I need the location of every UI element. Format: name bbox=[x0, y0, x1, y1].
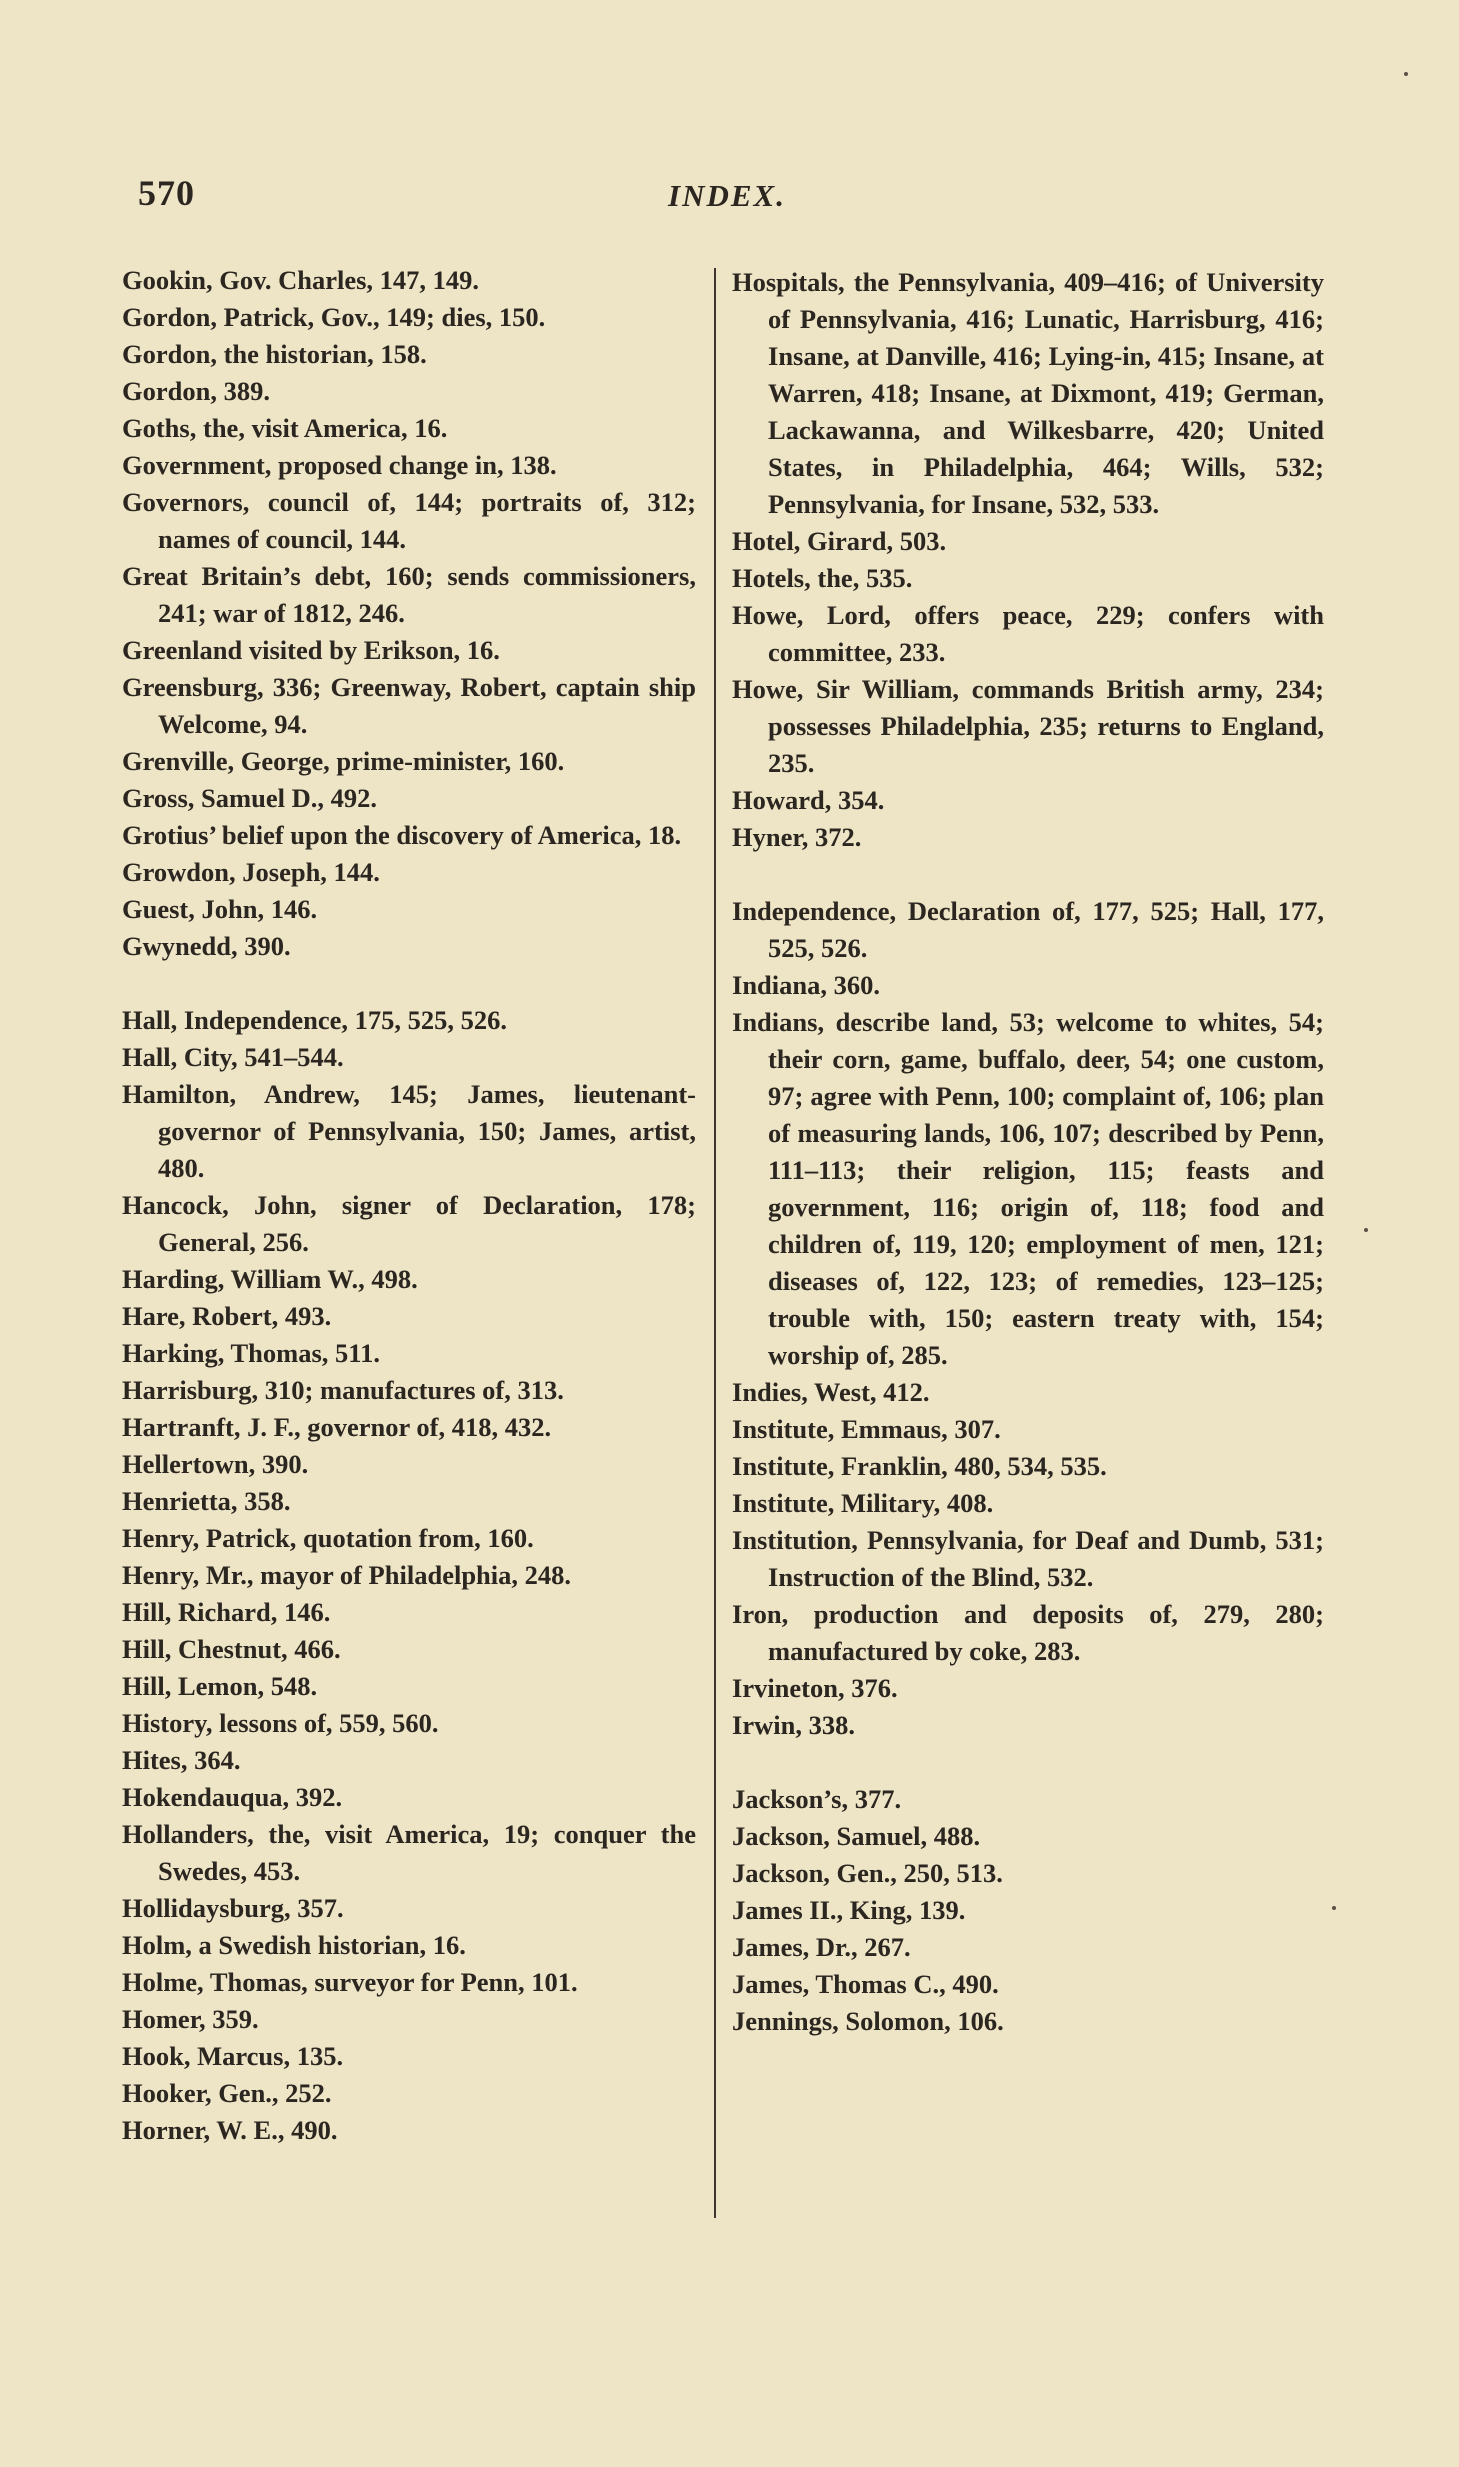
index-entry: Hollidaysburg, 357. bbox=[122, 1893, 344, 1923]
index-entry: Hotel, Girard, 503. bbox=[732, 526, 947, 556]
index-entry: Howard, 354. bbox=[732, 785, 885, 815]
index-entry: Greenland visited by Erikson, 16. bbox=[122, 635, 500, 665]
index-entry: Homer, 359. bbox=[122, 2004, 259, 2034]
index-entry: Iron, production and deposits of, 279, 280; manufactured by coke, 283. bbox=[732, 1599, 1324, 1666]
index-entry: Guest, John, 146. bbox=[122, 894, 318, 924]
running-head: INDEX. bbox=[668, 178, 786, 213]
index-entry: Goths, the, visit America, 16. bbox=[122, 413, 448, 443]
column-divider bbox=[714, 268, 716, 2218]
index-entry: Irvineton, 376. bbox=[732, 1673, 898, 1703]
index-letter-group bbox=[122, 262, 696, 965]
index-entry: Institution, Pennsylvania, for Deaf and Dumb, 531; Instruction of the Blind, 532. bbox=[732, 1525, 1324, 1592]
letter-group-gap bbox=[732, 1744, 1324, 1781]
index-entry: Hancock, John, signer of Declaration, 178; General, 256. bbox=[122, 1190, 696, 1257]
index-entry: Hotels, the, 535. bbox=[732, 563, 913, 593]
index-entry: Hellertown, 390. bbox=[122, 1449, 309, 1479]
index-entry: Grenville, George, prime-minister, 160. bbox=[122, 746, 565, 776]
index-entry: Hook, Marcus, 135. bbox=[122, 2041, 344, 2071]
index-letter-group bbox=[732, 1781, 1324, 2040]
index-entry: Harrisburg, 310; manufactures of, 313. bbox=[122, 1375, 564, 1405]
index-entry: Gookin, Gov. Charles, 147, 149. bbox=[122, 265, 480, 295]
index-entry: James, Dr., 267. bbox=[732, 1932, 911, 1962]
index-entry: Hare, Robert, 493. bbox=[122, 1301, 332, 1331]
index-entry: Hokendauqua, 392. bbox=[122, 1782, 343, 1812]
index-entry: Hall, City, 541–544. bbox=[122, 1042, 344, 1072]
index-entry: Growdon, Joseph, 144. bbox=[122, 857, 380, 887]
index-entry: Indiana, 360. bbox=[732, 970, 881, 1000]
index-letter-group bbox=[122, 1002, 696, 2149]
index-entry: Hill, Lemon, 548. bbox=[122, 1671, 318, 1701]
index-entry: Great Britain’s debt, 160; sends commissioners, 241; war of 1812, 246. bbox=[122, 561, 696, 628]
index-entry: Hall, Independence, 175, 525, 526. bbox=[122, 1005, 508, 1035]
index-letter-group bbox=[732, 264, 1324, 856]
index-entry: Institute, Military, 408. bbox=[732, 1488, 994, 1518]
index-entry: Hites, 364. bbox=[122, 1745, 241, 1775]
index-entry: Independence, Declaration of, 177, 525; Hall, 177, 525, 526. bbox=[732, 896, 1324, 963]
index-entry: Greensburg, 336; Greenway, Robert, captain ship Welcome, 94. bbox=[122, 672, 696, 739]
paper-speck bbox=[1364, 1228, 1368, 1232]
index-entry: Jennings, Solomon, 106. bbox=[732, 2006, 1004, 2036]
index-entry: Institute, Franklin, 480, 534, 535. bbox=[732, 1451, 1107, 1481]
index-entry: Hill, Richard, 146. bbox=[122, 1597, 331, 1627]
index-entry: Harding, William W., 498. bbox=[122, 1264, 418, 1294]
index-entry: Gwynedd, 390. bbox=[122, 931, 291, 961]
index-entry: Henry, Patrick, quotation from, 160. bbox=[122, 1523, 534, 1553]
index-letter-group bbox=[732, 893, 1324, 1744]
paper-speck bbox=[1332, 1906, 1336, 1910]
index-entry: Indies, West, 412. bbox=[732, 1377, 930, 1407]
index-entry: Institute, Emmaus, 307. bbox=[732, 1414, 1001, 1444]
index-entry: History, lessons of, 559, 560. bbox=[122, 1708, 439, 1738]
index-column-right bbox=[732, 264, 1324, 2040]
index-entry: Hooker, Gen., 252. bbox=[122, 2078, 332, 2108]
index-entry: Howe, Lord, offers peace, 229; confers with committee, 233. bbox=[732, 600, 1324, 667]
letter-group-gap bbox=[122, 965, 696, 1002]
index-entry: Gordon, 389. bbox=[122, 376, 270, 406]
index-entry: Irwin, 338. bbox=[732, 1710, 855, 1740]
index-entry: Jackson, Samuel, 488. bbox=[732, 1821, 981, 1851]
index-entry: Henry, Mr., mayor of Philadelphia, 248. bbox=[122, 1560, 572, 1590]
index-entry: Jackson, Gen., 250, 513. bbox=[732, 1858, 1003, 1888]
index-entry: Howe, Sir William, commands British army, 234; possesses Philadelphia, 235; returns to England, 235. bbox=[732, 674, 1324, 778]
index-entry: Grotius’ belief upon the discovery of America, 18. bbox=[122, 820, 682, 850]
index-entry: Gross, Samuel D., 492. bbox=[122, 783, 377, 813]
index-entry: Government, proposed change in, 138. bbox=[122, 450, 557, 480]
index-entry: Jackson’s, 377. bbox=[732, 1784, 902, 1814]
index-entry: Hollanders, the, visit America, 19; conquer the Swedes, 453. bbox=[122, 1819, 696, 1886]
letter-group-gap bbox=[732, 856, 1324, 893]
index-entry: Indians, describe land, 53; welcome to whites, 54; their corn, game, buffalo, deer, 54; one custom, 97; agree with Penn, 100; complaint of, 106; plan of measuring lands, 106, 107; described by Penn, 111–113; their religion, 115; feasts and government, 116; origin of, 118; food and children of, 119, 120; employment of men, 121; diseases of, 122, 123; of remedies, 123–125; trouble with, 150; eastern treaty with, 154; worship of, 285. bbox=[732, 1007, 1324, 1370]
index-entry: Hamilton, Andrew, 145; James, lieutenant-governor of Pennsylvania, 150; James, artist, 480. bbox=[122, 1079, 696, 1183]
index-entry: Governors, council of, 144; portraits of, 312; names of council, 144. bbox=[122, 487, 696, 554]
index-entry: Hospitals, the Pennsylvania, 409–416; of University of Pennsylvania, 416; Lunatic, Harrisburg, 416; Insane, at Danville, 416; Lying-in, 415; Insane, at Warren, 418; Insane, at Dixmont, 419; German, Lackawanna, and Wilkesbarre, 420; United States, in Philadelphia, 464; Wills, 532; Pennsylvania, for Insane, 532, 533. bbox=[732, 267, 1324, 519]
index-entry: Gordon, the historian, 158. bbox=[122, 339, 427, 369]
index-entry: James II., King, 139. bbox=[732, 1895, 966, 1925]
index-entry: Holm, a Swedish historian, 16. bbox=[122, 1930, 466, 1960]
index-entry: James, Thomas C., 490. bbox=[732, 1969, 999, 1999]
index-entry: Hill, Chestnut, 466. bbox=[122, 1634, 341, 1664]
index-entry: Hyner, 372. bbox=[732, 822, 862, 852]
index-entry: Holme, Thomas, surveyor for Penn, 101. bbox=[122, 1967, 578, 1997]
index-entry: Gordon, Patrick, Gov., 149; dies, 150. bbox=[122, 302, 546, 332]
paper-speck bbox=[1404, 72, 1408, 76]
index-column-left bbox=[122, 262, 696, 2149]
index-entry: Hartranft, J. F., governor of, 418, 432. bbox=[122, 1412, 552, 1442]
index-entry: Horner, W. E., 490. bbox=[122, 2115, 338, 2145]
index-entry: Harking, Thomas, 511. bbox=[122, 1338, 380, 1368]
page-number: 570 bbox=[138, 173, 195, 213]
index-entry: Henrietta, 358. bbox=[122, 1486, 291, 1516]
page-header bbox=[0, 172, 1459, 232]
